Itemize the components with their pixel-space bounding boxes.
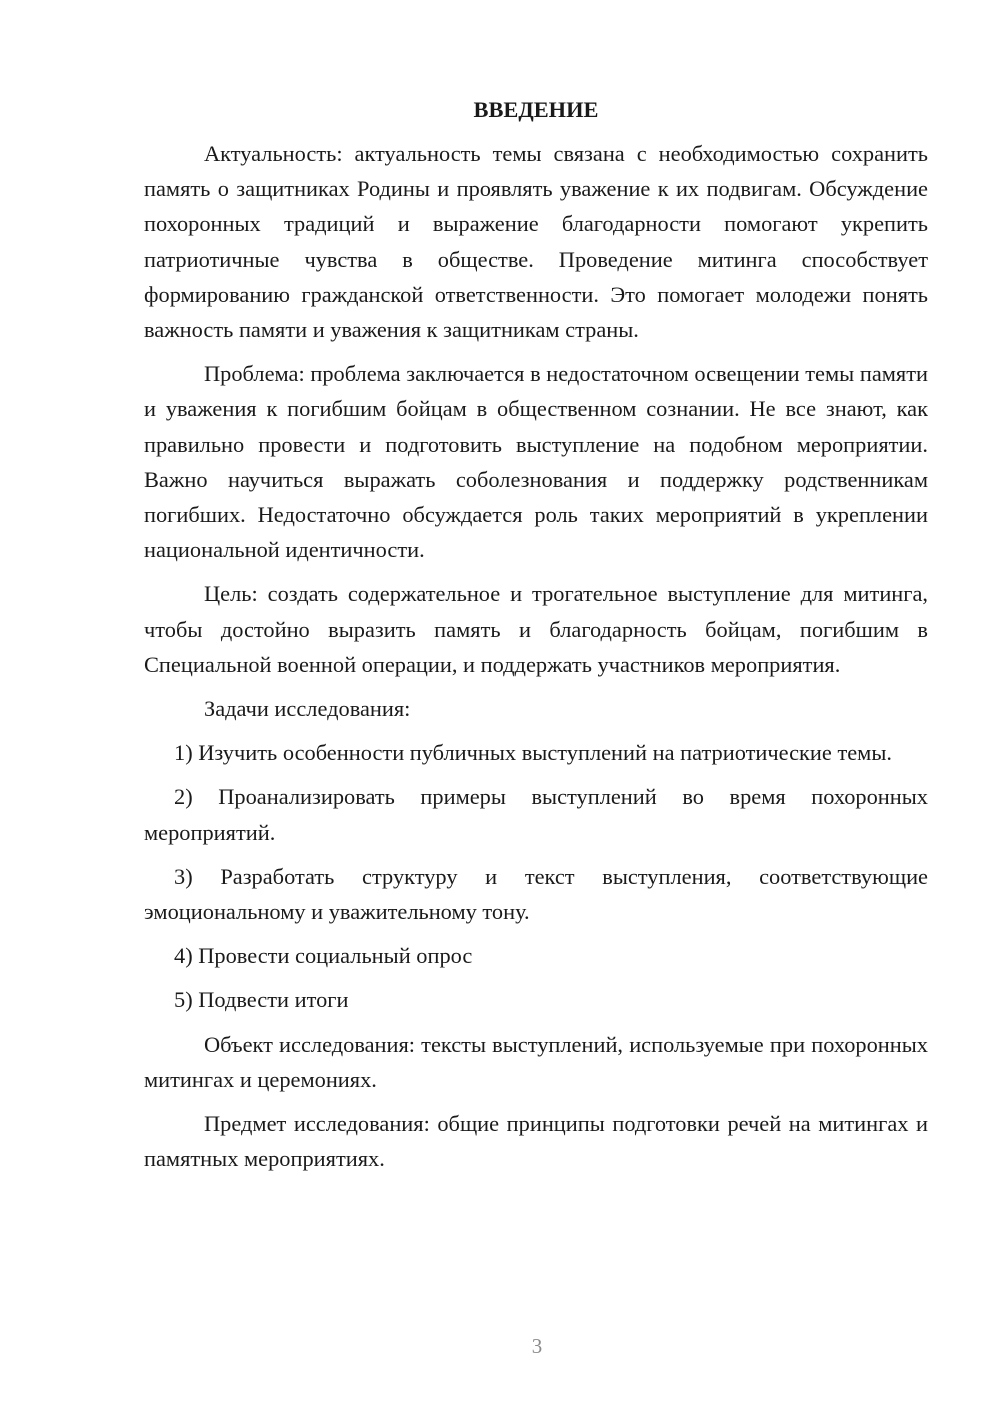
- relevance-paragraph: Актуальность: актуальность темы связана с необходимостью сохранить память о защитниках Родины и проявлять уважение к их подвигам. Обсуждение похоронных традиций и выражение благодарности помогают укрепить патриотичные чувства в обществе. Проведение митинга способствует формированию гражданской ответственности. Это помогает молодежи понять важность памяти и уважения к защитникам страны.: [144, 141, 928, 343]
- task-item-1: 1) Изучить особенности публичных выступлений на патриотические темы.: [174, 740, 892, 766]
- tasks-heading: Задачи исследования:: [204, 696, 411, 722]
- problem-paragraph: Проблема: проблема заключается в недостаточном освещении темы памяти и уважения к погибшим бойцам в общественном сознании. Не все знают, как правильно провести и подготовить выступление на подобном мероприятии. Важно научиться выражать соболезнования и поддержку родственникам погибших. Недостаточно обсуждается роль таких мероприятий в укреплении национальной идентичности.: [144, 361, 928, 563]
- page-number: 3: [531, 1334, 543, 1358]
- task-item-5: 5) Подвести итоги: [174, 987, 349, 1013]
- section-title: ВВЕДЕНИЕ: [473, 97, 599, 122]
- task-item-4: 4) Провести социальный опрос: [174, 943, 473, 969]
- document-body: [144, 92, 928, 1185]
- goal-paragraph: Цель: создать содержательное и трогательное выступление для митинга, чтобы достойно выразить память и благодарность бойцам, погибшим в Специальной военной операции, и поддержать участников мероприятия.: [144, 581, 928, 677]
- task-item-2: 2) Проанализировать примеры выступлений во время похоронных мероприятий.: [144, 784, 928, 845]
- task-item-3: 3) Разработать структуру и текст выступления, соответствующие эмоциональному и уважительному тону.: [144, 863, 928, 925]
- object-paragraph: Объект исследования: тексты выступлений, используемые при похоронных митингах и церемониях.: [144, 1031, 928, 1092]
- subject-paragraph: Предмет исследования: общие принципы подготовки речей на митингах и памятных мероприятиях.: [144, 1111, 928, 1172]
